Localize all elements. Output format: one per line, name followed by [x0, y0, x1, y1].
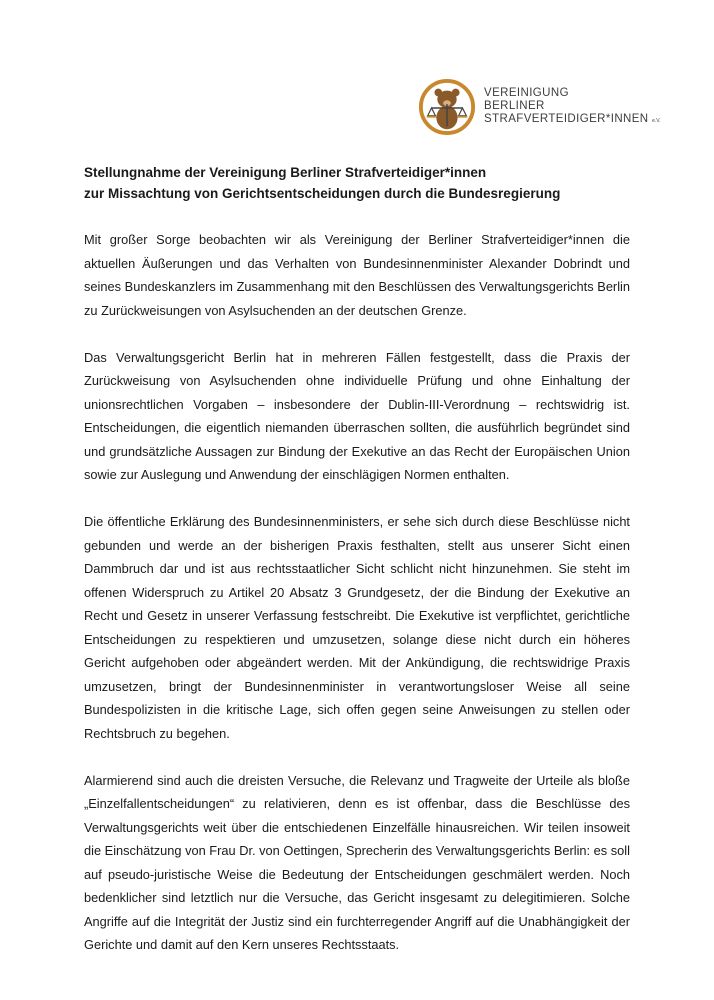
organization-logo [418, 78, 661, 136]
document-body [84, 228, 630, 980]
logo-line-2: BERLINER [484, 99, 545, 112]
paragraph-1: Mit großer Sorge beobachten wir als Vereinigung der Berliner Strafverteidiger*innen die aktuellen Äußerungen und das Verhalten von Bundesinnenminister Alexander Dobrindt und seines Bundeskanzlers im Zusammenhang mit den Beschlüssen des Verwaltungsgerichts Berlin zu Zurückweisungen von Asylsuchenden an der deutschen Grenze. [84, 232, 630, 318]
paragraph-4: Alarmierend sind auch die dreisten Versuche, die Relevanz und Tragweite der Urteile als bloße „Einzelfallentscheidungen“ zu relativieren, denn es ist offenbar, dass die Beschlüsse des Verwaltungsgerichts weit über die entschiedenen Einzelfälle hinausreichen. Wir teilen insoweit die Einschätzung von Frau Dr. von Oettingen, Sprecherin des Verwaltungsgerichts Berlin: es soll auf pseudo-juristische Weise die Bedeutung der Entscheidungen geschmälert werden. Noch bedenklicher sind letztlich nur die Versuche, das Gericht insgesamt zu delegitimieren. Solche Angriffe auf die Integrität der Justiz sind ein furchterregender Angriff auf die Unabhängigkeit der Gerichte und damit auf den Kern unseres Rechtsstaats. [84, 772, 630, 952]
logo-line-3 [484, 113, 661, 128]
document-title [84, 162, 644, 204]
paragraph-3: Die öffentliche Erklärung des Bundesinnenministers, er sehe sich durch diese Beschlüsse nicht gebunden und werde an der bisherigen Praxis festhalten, stellt aus unserer Sicht einen Dammbruch dar und ist aus rechtsstaatlicher Sicht schlicht nicht hinzunehmen. Sie steht im offenen Widerspruch zu Artikel 20 Absatz 3 Grundgesetz, der die Bindung der Exekutive an Recht und Gesetz in unserer Verfassung festschreibt. Die Exekutive ist verpflichtet, gerichtliche Entscheidungen zu respektieren und umzusetzen, solange diese nicht durch ein höheres Gericht aufgehoben oder abgeändert werden. Mit der Ankündigung, die rechtswidrige Praxis umzusetzen, bringt der Bundesinnenminister in verantwortungsloser Weise all seine Bundespolizisten in die kritische Lage, sich offen gegen seine Anweisungen zu stellen oder Rechtsbruch zu begehen. [84, 514, 630, 741]
logo-text [484, 87, 661, 128]
bear-scales-logo-icon [418, 78, 476, 136]
logo-suffix: e.V. [652, 117, 661, 124]
title-line-1: Stellungnahme der Vereinigung Berliner Strafverteidiger*innen [84, 165, 487, 180]
paragraph-2: Das Verwaltungsgericht Berlin hat in mehreren Fällen festgestellt, dass die Praxis der Zurückweisung von Asylsuchenden ohne individuelle Prüfung und ohne Einhaltung der unionsrechtlichen Vorgaben – insbesondere der Dublin-III-Verordnung – rechtswidrig ist. Entscheidungen, die eigentlich niemanden überraschen sollten, die ausführlich begründet sind und grundsätzliche Aussagen zur Bindung der Exekutive an das Recht der Europäischen Union sowie zur Auslegung und Anwendung der einschlägigen Normen enthalten. [84, 349, 630, 482]
logo-line-3-text: STRAFVERTEIDIGER*INNEN [484, 112, 649, 125]
title-line-2: zur Missachtung von Gerichtsentscheidungen durch die Bundesregierung [84, 186, 561, 201]
logo-line-1: VEREINIGUNG [484, 86, 569, 99]
